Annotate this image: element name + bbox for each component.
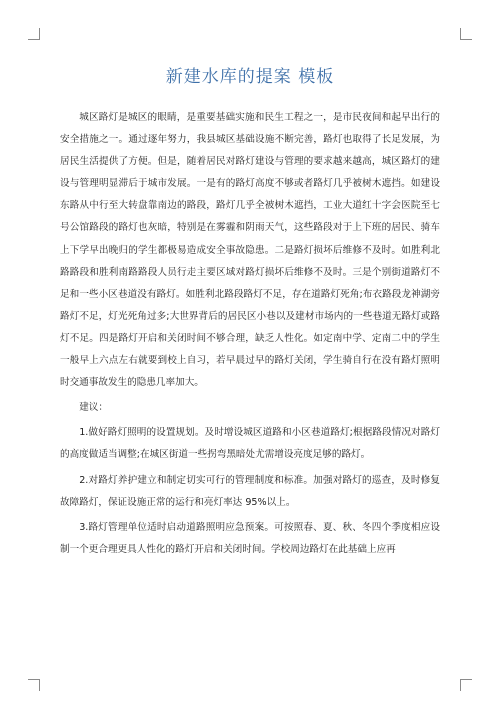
paragraph-suggestion-3: 3.路灯管理单位适时启动道路照明应急预案。可按照春、夏、秋、冬四个季度相应设制一个更合理更具人性化的路灯开启和关闭时间。学校周边路灯在此基础上应再 bbox=[60, 521, 440, 555]
paragraph-suggestion-heading: 建议： bbox=[79, 402, 108, 414]
paragraph-suggestion-1: 1.做好路灯照明的设置规划。及时增设城区道路和小区巷道路灯;根据路段情况对路灯的高度做适当调整;在城区街道一些拐弯黑暗处尤需增设亮度足够的路灯。 bbox=[60, 427, 440, 461]
crop-mark-top-left bbox=[28, 28, 40, 40]
paragraph-suggestion-2: 2.对路灯养护建立和制定切实可行的管理制度和标准。加强对路灯的巡查，及时修复故障路灯，保证设施正常的运行和亮灯率达 95%以上。 bbox=[60, 474, 440, 508]
document-body bbox=[60, 107, 440, 561]
crop-mark-bottom-right bbox=[460, 679, 472, 691]
crop-mark-top-right bbox=[460, 28, 472, 40]
paragraph-intro: 城区路灯是城区的眼睛，是重要基础实施和民生工程之一，是市民夜间和起早出行的安全措施之一。通过逐年努力，我县城区基础设施不断完善，路灯也取得了长足发展，为居民生活提供了方便。但是，随着居民对路灯建设与管理的要求越来越高，城区路灯的建设与管理明显滞后于城市发展。一是有的路灯高度不够或者路灯几乎被树木遮挡。如建设东路从中行至大转盘靠南边的路段，路灯几乎全被树木遮挡，工业大道红十字会医院至七号公馆路段的路灯也灰暗，特别是在雾霾和阴雨天气，这些路段对于上下班的居民、骑车上下学早出晚归的学生都极易造成安全事故隐患。二是路灯损坏后维修不及时。如胜利北路路段和胜利南路路段人员行走主要区域对路灯损坏后维修不及时。三是个别街道路灯不足和一些小区巷道没有路灯。如胜利北路段路灯不足，存在道路灯死角;布衣路段龙神湖旁路灯不足，灯光死角过多;大世界背后的居民区小巷以及建材市场内的一些巷道无路灯或路灯不足。四是路灯开启和关闭时间不够合理，缺乏人性化。如定南中学、定南二中的学生一般早上六点左右就要到校上自习，若早晨过早的路灯关闭，学生骑自行在没有路灯照明时交通事故发生的隐患几率加大。 bbox=[60, 112, 440, 389]
crop-mark-bottom-left bbox=[28, 679, 40, 691]
document-title: 新建水库的提案 模板 bbox=[165, 67, 335, 87]
